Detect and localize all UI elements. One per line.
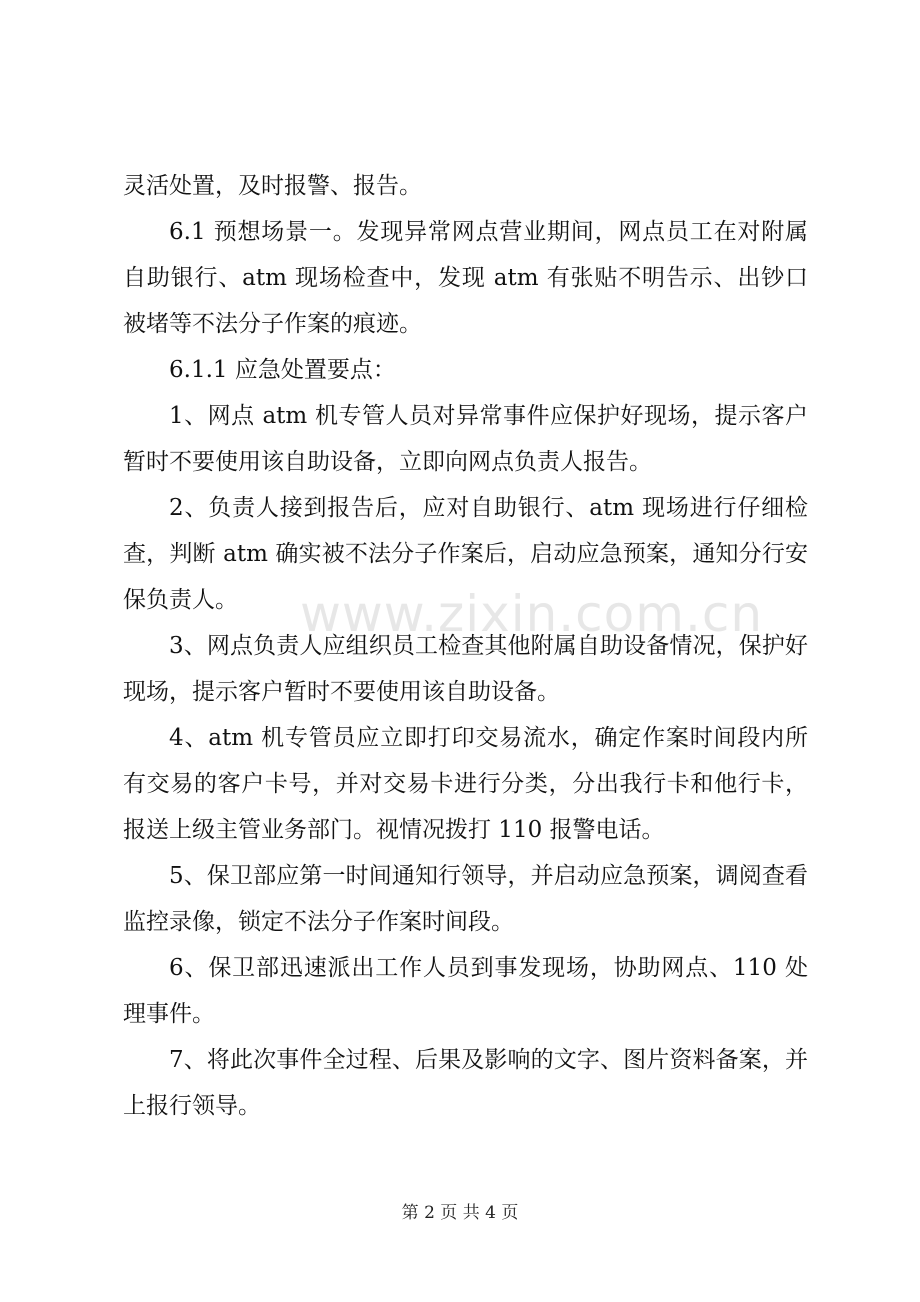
document-body [123,163,808,1129]
paragraph-item-3: 3、网点负责人应组织员工检查其他附属自助设备情况，保护好现场，提示客户暂时不要使用该自助设备。 [123,633,808,705]
page-number-footer: 第 2 页 共 4 页 [401,1203,519,1223]
paragraph-continuation: 灵活处置，及时报警、报告。 [123,173,422,199]
paragraph-item-5: 5、保卫部应第一时间通知行领导，并启动应急预案，调阅查看监控录像，锁定不法分子作案时间段。 [123,863,808,935]
paragraph-item-1: 1、网点 atm 机专管人员对异常事件应保护好现场，提示客户暂时不要使用该自助设备，立即向网点负责人报告。 [123,403,808,475]
watermark: www.zixin.com.cn [300,585,764,643]
paragraph-item-4: 4、atm 机专管员应立即打印交易流水，确定作案时间段内所有交易的客户卡号，并对交易卡进行分类，分出我行卡和他行卡，报送上级主管业务部门。视情况拨打 110 报警电话。 [123,725,808,843]
paragraph-section-heading: 6.1.1 应急处置要点： [169,357,396,383]
paragraph-item-2: 2、负责人接到报告后，应对自助银行、atm 现场进行仔细检查，判断 atm 确实被不法分子作案后，启动应急预案，通知分行安保负责人。 [123,495,808,613]
paragraph-item-6: 6、保卫部迅速派出工作人员到事发现场，协助网点、110 处理事件。 [123,955,808,1027]
paragraph-item-7: 7、将此次事件全过程、后果及影响的文字、图片资料备案，并上报行领导。 [123,1047,808,1119]
paragraph-scenario-one: 6.1 预想场景一。发现异常网点营业期间，网点员工在对附属自助银行、atm 现场检查中，发现 atm 有张贴不明告示、出钞口被堵等不法分子作案的痕迹。 [123,219,808,337]
